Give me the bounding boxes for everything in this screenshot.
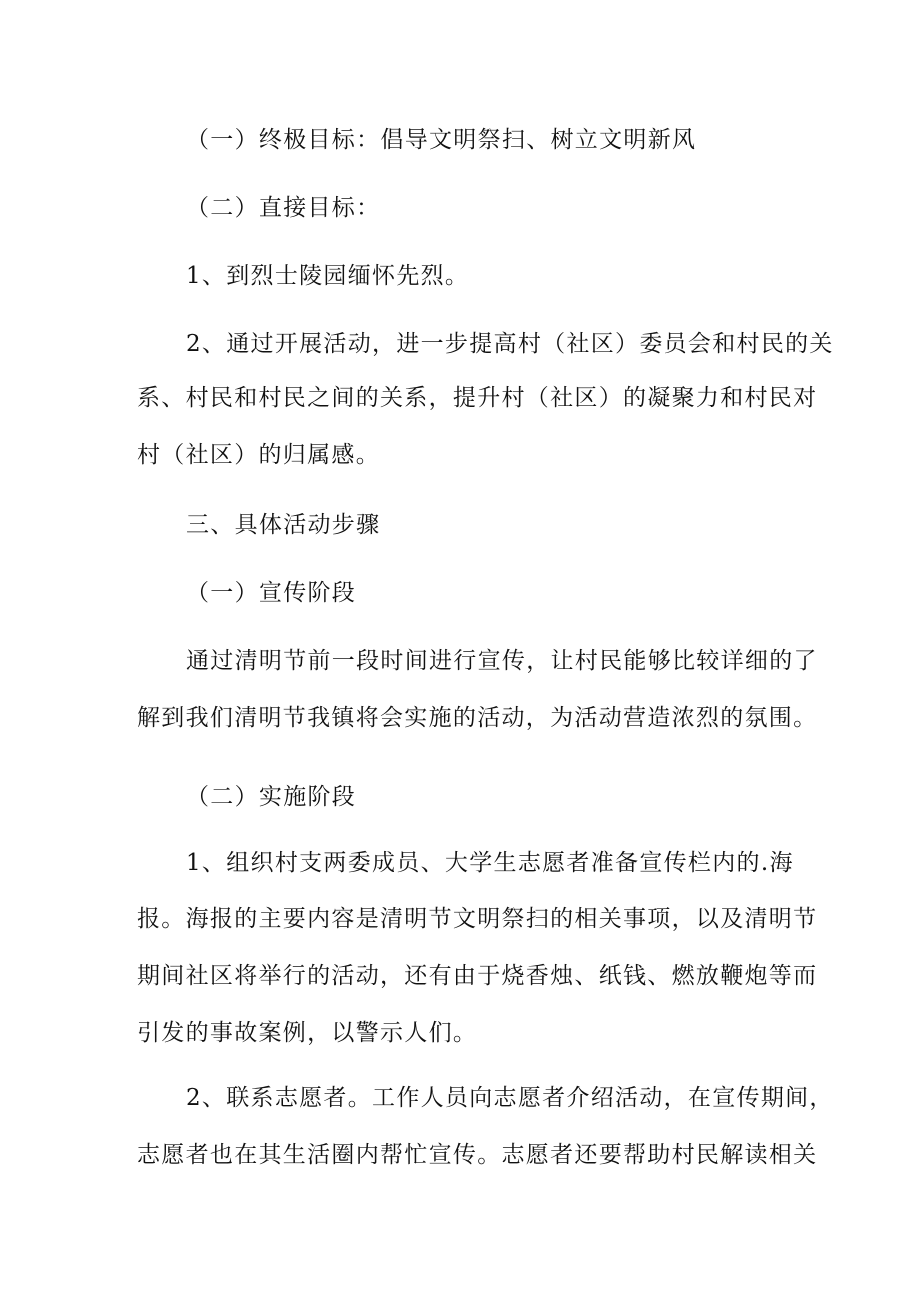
implementation-item-2-line-1: 2、联系志愿者。工作人员向志愿者介绍活动，在宣传期间， bbox=[186, 1085, 834, 1111]
section-heading-steps: 三、具体活动步骤 bbox=[186, 512, 381, 538]
implementation-item-1-line-2: 报。海报的主要内容是清明节文明祭扫的相关事项，以及清明节 bbox=[137, 906, 818, 932]
goal-item-1: 1、到烈士陵园缅怀先烈。 bbox=[186, 263, 470, 289]
heading-publicity-stage: （一）宣传阶段 bbox=[186, 580, 357, 606]
heading-implementation-stage: （二）实施阶段 bbox=[186, 784, 357, 810]
goal-item-2-line-1: 2、通过开展活动，进一步提高村（社区）委员会和村民的关 bbox=[186, 331, 834, 357]
goal-item-2-line-2: 系、村民和村民之间的关系，提升村（社区）的凝聚力和村民对 bbox=[137, 385, 818, 411]
implementation-item-2-line-2: 志愿者也在其生活圈内帮忙宣传。志愿者还要帮助村民解读相关 bbox=[137, 1142, 818, 1168]
implementation-item-1-line-1: 1、组织村支两委成员、大学生志愿者准备宣传栏内的.海 bbox=[186, 850, 794, 876]
publicity-paragraph-line-1: 通过清明节前一段时间进行宣传，让村民能够比较详细的了 bbox=[186, 648, 818, 674]
goal-item-2-line-3: 村（社区）的归属感。 bbox=[137, 442, 380, 468]
heading-ultimate-goal: （一）终极目标：倡导文明祭扫、树立文明新风 bbox=[186, 127, 697, 153]
implementation-item-1-line-4: 引发的事故案例，以警示人们。 bbox=[137, 1020, 478, 1046]
publicity-paragraph-line-2: 解到我们清明节我镇将会实施的活动，为活动营造浓烈的氛围。 bbox=[137, 705, 818, 731]
implementation-item-1-line-3: 期间社区将举行的活动，还有由于烧香烛、纸钱、燃放鞭炮等而 bbox=[137, 963, 818, 989]
heading-direct-goal: （二）直接目标： bbox=[186, 195, 381, 221]
